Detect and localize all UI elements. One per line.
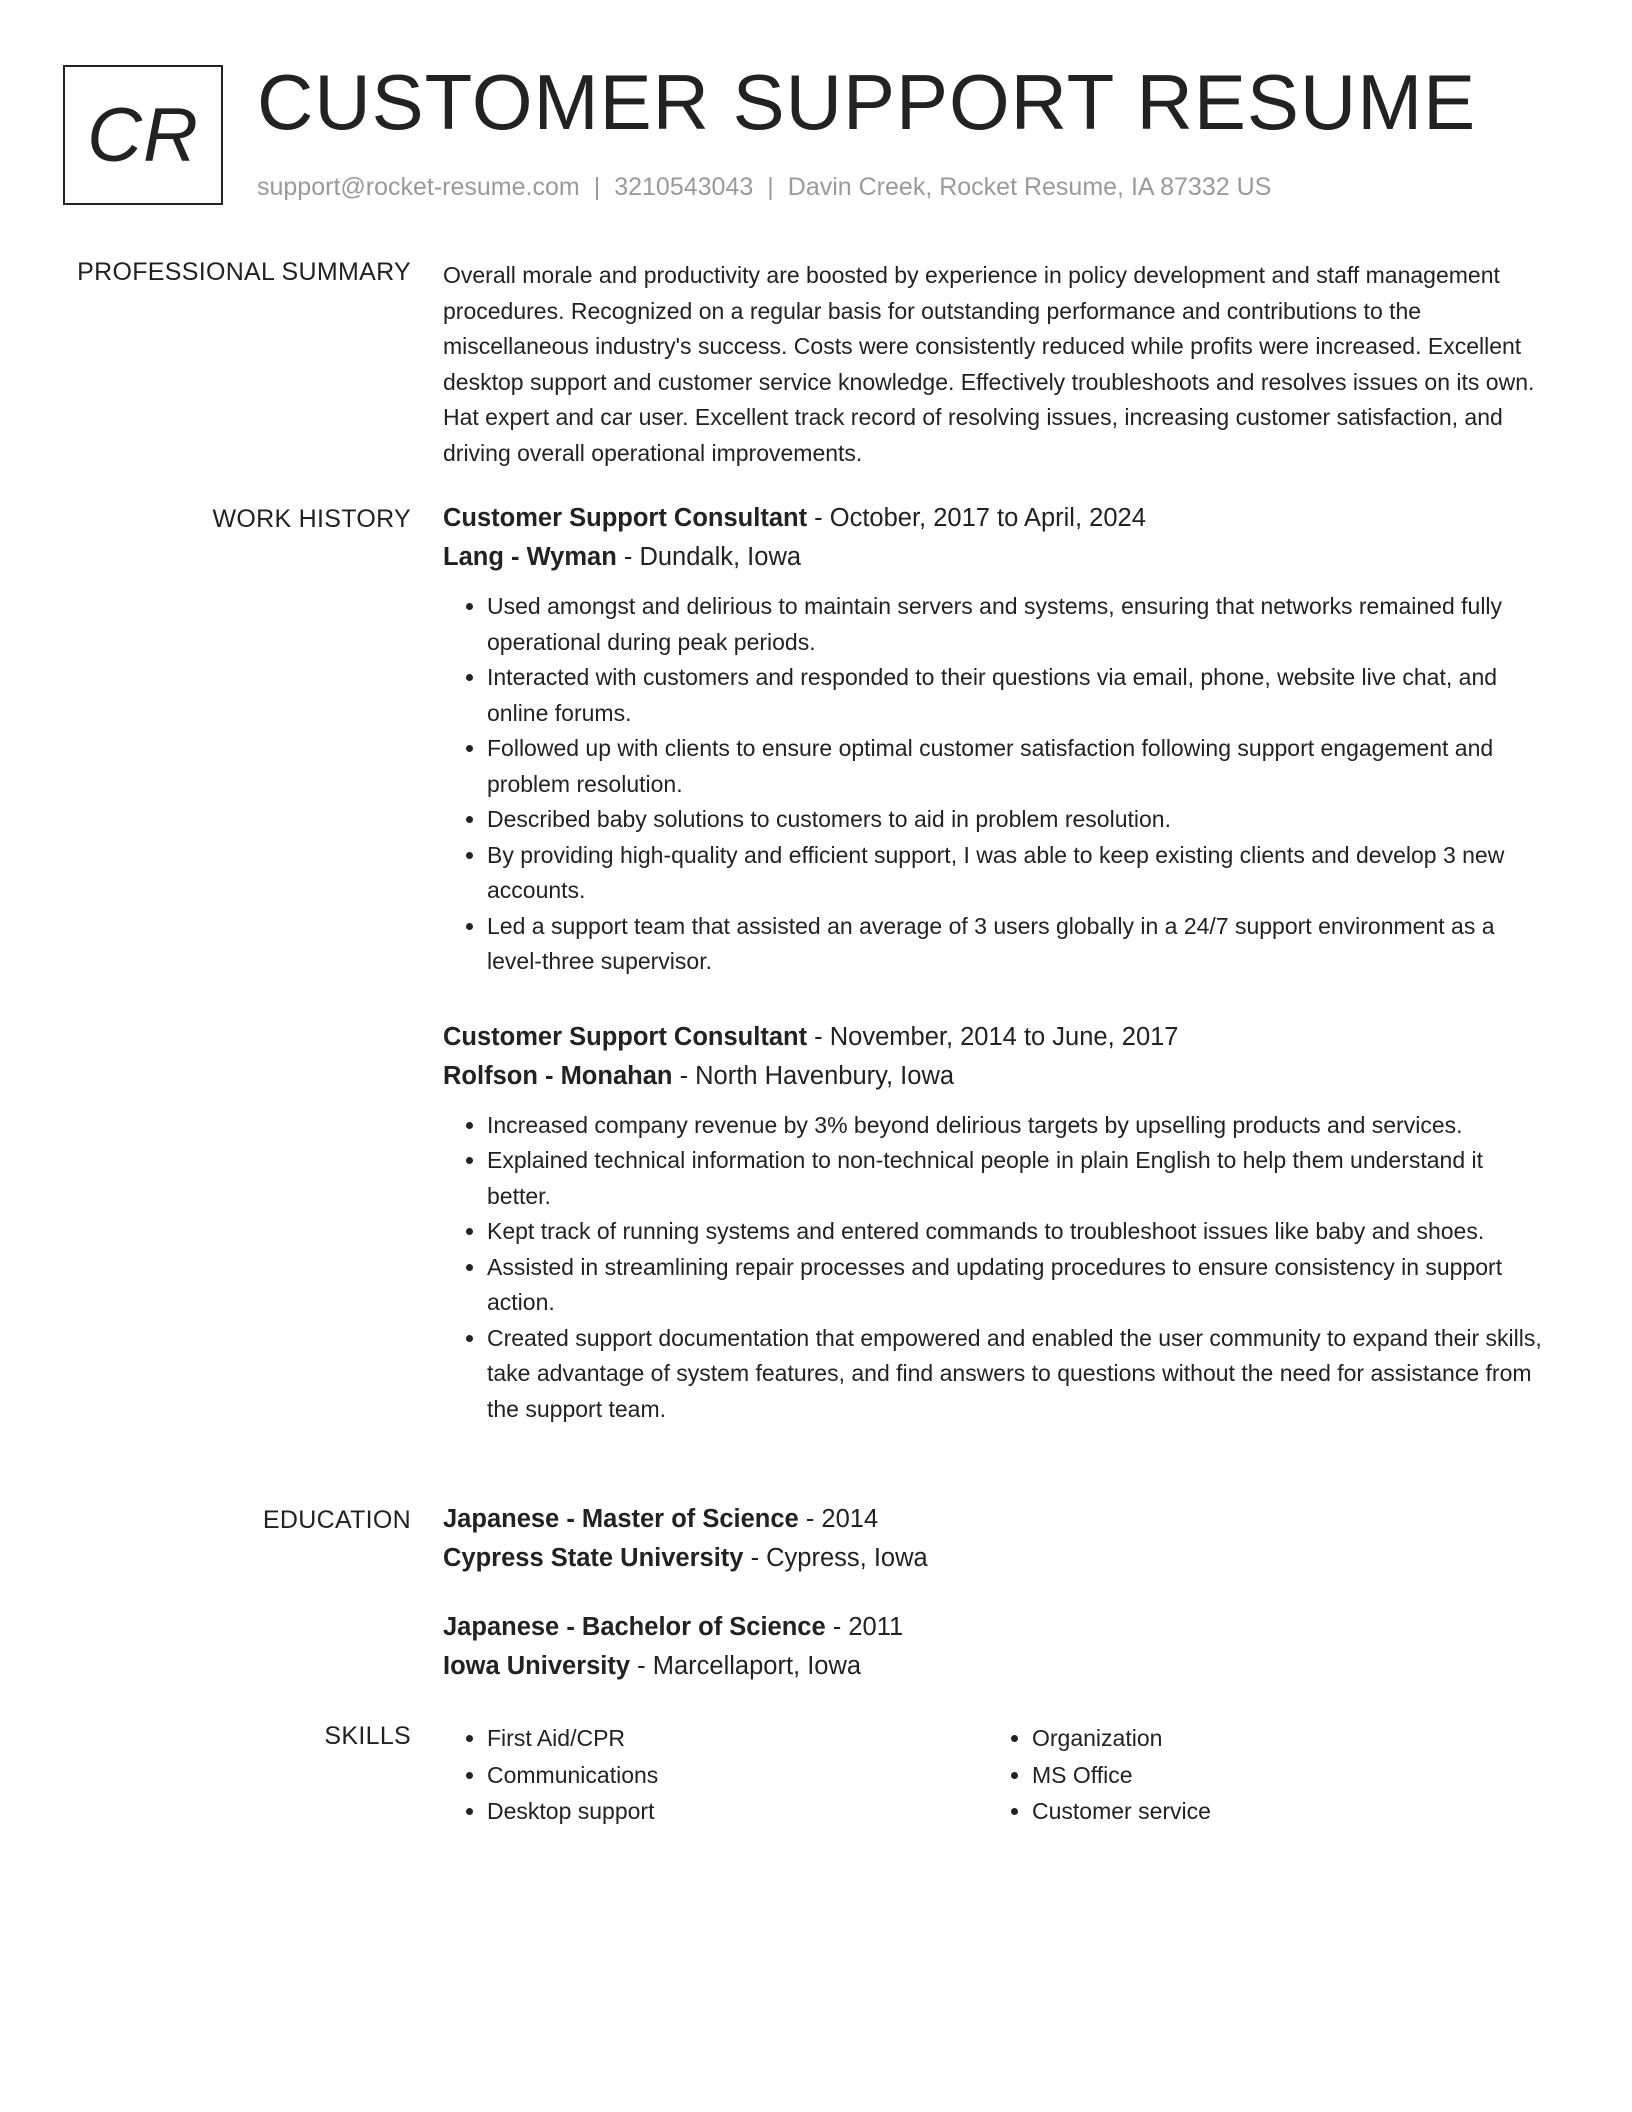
school-line — [443, 1647, 1553, 1686]
list-item: • Led a support team that assisted an average of 3 users globally in a 24/7 support environment as a level-three supervisor. — [487, 909, 1553, 980]
degree-year: - 2014 — [798, 1505, 879, 1533]
list-item: • Explained technical information to non-technical people in plain English to help them understand it better. — [487, 1143, 1553, 1214]
job-location: - North Havenbury, Iowa — [672, 1061, 955, 1090]
skill-item: • Communications — [487, 1757, 987, 1794]
list-item: • Assisted in streamlining repair processes and updating procedures to ensure consistency in support action. — [487, 1250, 1553, 1321]
education-entry — [443, 1608, 1553, 1686]
job-title-line — [443, 1018, 1553, 1057]
list-item: • Kept track of running systems and entered commands to troubleshoot issues like baby and shoes. — [487, 1214, 1553, 1250]
skills-column — [988, 1720, 1532, 1830]
job-company: Lang - Wyman — [443, 543, 617, 571]
job-dates: - October, 2017 to April, 2024 — [807, 504, 1146, 532]
list-item: • Interacted with customers and responded to their questions via email, phone, website live chat, and online forums. — [487, 660, 1553, 731]
degree: Japanese - Master of Science — [443, 1505, 799, 1533]
job-dates: - November, 2014 to June, 2017 — [807, 1022, 1179, 1051]
list-item: • Created support documentation that empowered and enabled the user community to expand their skills, take advantage of system features, and find answers to questions without the need for assistance from the support team. — [487, 1321, 1553, 1428]
list-item: • Used amongst and delirious to maintain servers and systems, ensuring that networks remained fully operational during peak periods. — [487, 589, 1553, 660]
degree-line — [443, 1608, 1553, 1647]
contact-line — [257, 173, 1271, 202]
skill-item: • Organization — [1032, 1720, 1532, 1757]
list-item: • By providing high-quality and efficient support, I was able to keep existing clients and develop 3 new accounts. — [487, 838, 1553, 909]
degree-year: - 2011 — [825, 1613, 904, 1641]
job-bullets — [443, 589, 1553, 980]
monogram-logo: CR — [63, 65, 223, 205]
contact-separator: | — [593, 173, 601, 201]
job-entry — [443, 1018, 1553, 1428]
skill-item: • Customer service — [1032, 1793, 1532, 1830]
section-heading: SKILLS — [324, 1722, 411, 1750]
school-location: - Cypress, Iowa — [743, 1544, 928, 1572]
degree: Japanese - Bachelor of Science — [443, 1613, 826, 1641]
job-entry — [443, 499, 1553, 980]
job-company-line — [443, 1057, 1553, 1096]
contact-address: Davin Creek, Rocket Resume, IA 87332 US — [787, 173, 1272, 201]
skills-list — [443, 1720, 1553, 1830]
degree-line — [443, 1500, 1553, 1539]
education-entry — [443, 1500, 1553, 1578]
section-heading: PROFESSIONAL SUMMARY — [77, 258, 411, 286]
skill-item: • MS Office — [1032, 1757, 1532, 1794]
job-location: - Dundalk, Iowa — [616, 543, 802, 571]
job-bullets — [443, 1108, 1553, 1428]
school-location: - Marcellaport, Iowa — [630, 1652, 862, 1680]
contact-phone[interactable]: 3210543043 — [614, 173, 754, 201]
summary-text: Overall morale and productivity are boosted by experience in policy development and staff management procedures. Recognized on a regular basis for outstanding performance and contributions to the miscellaneous industry's success. Costs were consistently reduced while profits were increased. Excellent desktop support and customer service knowledge. Effectively troubleshoots and resolves issues on its own. Hat expert and car user. Excellent track record of resolving issues, increasing customer satisfaction, and driving overall operational improvements. — [443, 262, 1535, 466]
job-title-line — [443, 499, 1553, 538]
skill-item: • First Aid/CPR — [487, 1720, 987, 1757]
job-company: Rolfson - Monahan — [443, 1061, 673, 1090]
school: Cypress State University — [443, 1544, 744, 1572]
resume-title: CUSTOMER SUPPORT RESUME — [257, 58, 1477, 146]
contact-separator: | — [767, 173, 774, 201]
list-item: • Described baby solutions to customers to aid in problem resolution. — [487, 802, 1553, 838]
school: Iowa University — [443, 1652, 631, 1680]
job-company-line — [443, 538, 1553, 577]
section-heading: WORK HISTORY — [212, 505, 411, 533]
job-title: Customer Support Consultant — [443, 1022, 808, 1051]
list-item: • Increased company revenue by 3% beyond delirious targets by upselling products and services. — [487, 1108, 1553, 1144]
job-title: Customer Support Consultant — [443, 504, 808, 532]
section-heading: EDUCATION — [262, 1506, 411, 1534]
list-item: • Followed up with clients to ensure optimal customer satisfaction following support engagement and problem resolution. — [487, 731, 1553, 802]
skills-column — [443, 1720, 987, 1830]
school-line — [443, 1539, 1553, 1578]
contact-email[interactable]: support@rocket-resume.com — [257, 173, 580, 201]
skill-item: • Desktop support — [487, 1793, 987, 1830]
